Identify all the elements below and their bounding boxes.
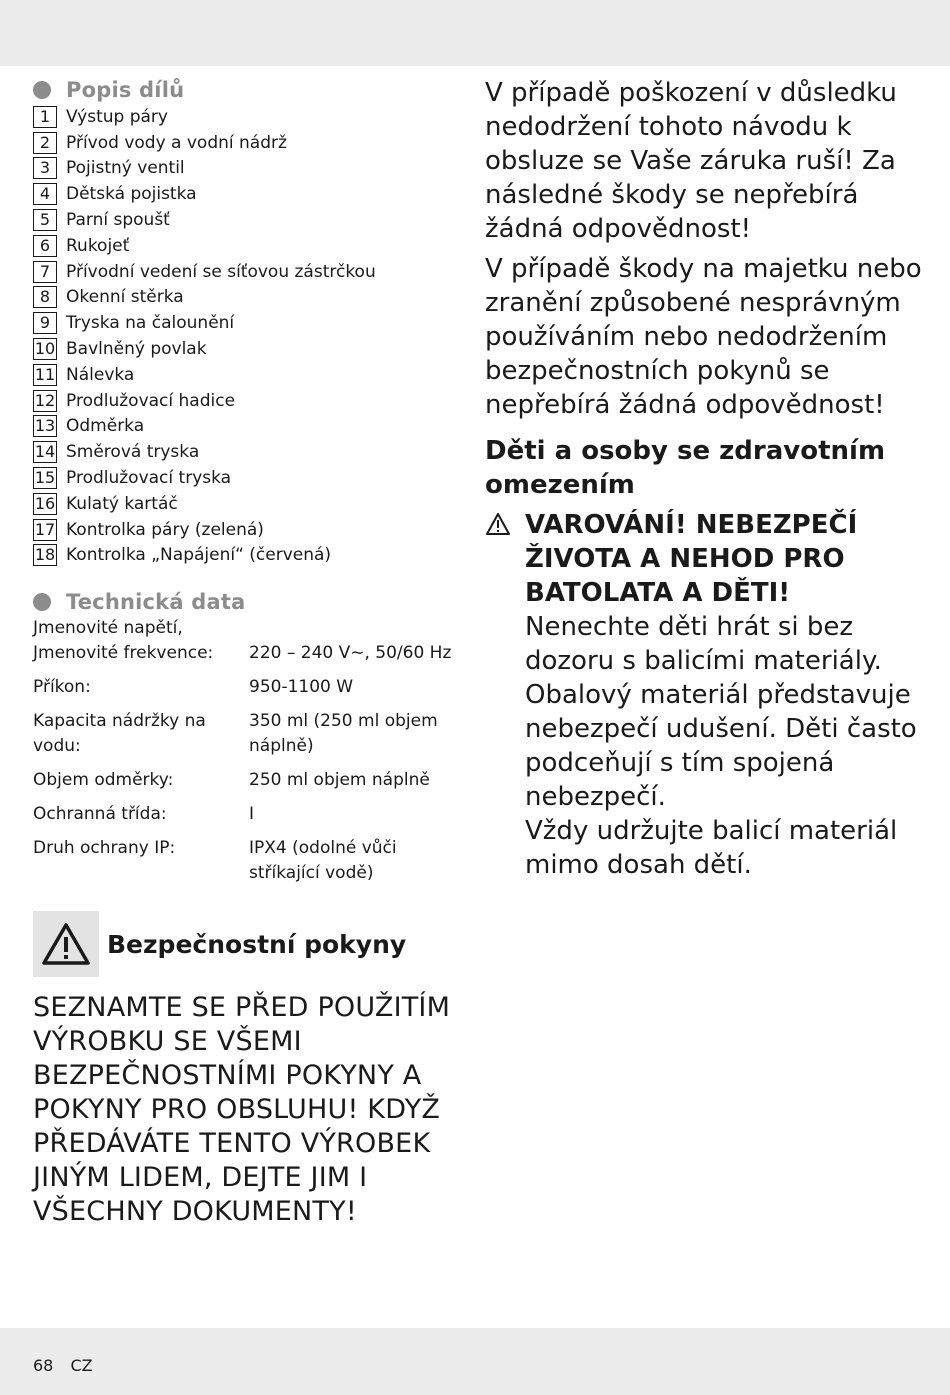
- list-item: [33, 207, 463, 233]
- table-row: [33, 802, 463, 827]
- part-number-box: 14: [34, 442, 56, 462]
- part-label: Tryska na čalounění: [66, 313, 235, 334]
- spec-value: IPX4 (odolné vůči stříkající vodě): [249, 838, 397, 884]
- tech-table: [33, 616, 463, 886]
- list-item: [33, 233, 463, 259]
- warning-block: [485, 508, 925, 882]
- part-number-box: 9: [33, 312, 57, 334]
- part-label: Parní spoušť: [66, 210, 170, 231]
- part-number-box: 18: [34, 545, 56, 565]
- part-label: Kontrolka páry (zelená): [66, 519, 264, 540]
- header-band: [0, 0, 950, 66]
- warning-line: Nenechte děti hrát si bez dozoru s balicími materiály.: [525, 612, 882, 676]
- table-row: [33, 768, 463, 793]
- table-row: [33, 641, 463, 666]
- list-item: [33, 181, 463, 207]
- list-item: [33, 491, 463, 517]
- part-number-box: 6: [33, 235, 57, 257]
- tech-title: Technická data: [66, 590, 246, 615]
- spec-key: Příkon:: [33, 677, 91, 698]
- warning-line: Vždy udržujte balicí materiál mimo dosah dětí.: [525, 816, 898, 880]
- table-row: [33, 616, 463, 641]
- list-item: [33, 362, 463, 388]
- part-label: Bavlněný povlak: [66, 339, 207, 360]
- part-label: Výstup páry: [66, 106, 168, 127]
- part-label: Dětská pojistka: [66, 184, 197, 205]
- spec-value: 950-1100 W: [249, 677, 354, 698]
- part-number-box: 8: [33, 286, 57, 308]
- parts-heading: [33, 76, 463, 104]
- part-label: Prodlužovací tryska: [66, 468, 232, 489]
- spec-key: Druh ochrany IP:: [33, 838, 176, 859]
- part-label: Nálevka: [66, 364, 135, 385]
- list-item: [33, 130, 463, 156]
- tech-heading: [33, 588, 463, 616]
- spec-key: Jmenovité frekvence:: [33, 643, 214, 664]
- spec-key: Jmenovité napětí,: [33, 618, 183, 639]
- list-item: [33, 259, 463, 285]
- liability-paragraph: V případě škody na majetku nebo zranění způsobené nesprávným používáním nebo nedodržením bezpečnostních pokynů se nepřebírá žádná odpovědnost!: [485, 254, 922, 420]
- part-label: Přívodní vedení se síťovou zástrčkou: [66, 261, 376, 282]
- warning-line: Obalový materiál představuje nebezpečí udušení. Děti často podceňují s tím spojená nebezpečí.: [525, 680, 917, 812]
- spec-key: Ochranná třída:: [33, 804, 167, 825]
- footer: [33, 1356, 105, 1375]
- left-column: [33, 76, 463, 895]
- part-number-box: 2: [33, 132, 57, 154]
- part-number-box: 1: [33, 106, 57, 128]
- safety-caps-text: SEZNAMTE SE PŘED POUŽITÍM VÝROBKU SE VŠEMI BEZPEČNOSTNÍMI POKYNY A POKYNY PRO OBSLUHU! KDYŽ PŘEDÁVÁTE TENTO VÝROBEK JINÝM LIDEM, DEJTE JIM I VŠECHNY DOKUMENTY!: [33, 992, 451, 1227]
- warning-title: VAROVÁNÍ! NEBEZPEČÍ ŽIVOTA A NEHOD PRO BATOLATA A DĚTI!: [525, 510, 858, 608]
- warning-triangle-icon: [33, 911, 99, 977]
- list-item: [33, 543, 463, 569]
- part-number-box: 4: [33, 183, 57, 205]
- page-number: 68: [33, 1356, 54, 1375]
- bullet-dot-icon: [33, 81, 51, 99]
- warranty-paragraph: V případě poškození v důsledku nedodržení tohoto návodu k obsluze se Vaše záruka ruší! Za následné škody se nepřebírá žádná odpovědnost!: [485, 78, 897, 244]
- part-number-box: 12: [34, 390, 56, 410]
- parts-title: Popis dílů: [66, 78, 185, 102]
- safety-heading: [33, 911, 453, 977]
- part-label: Přívod vody a vodní nádrž: [66, 132, 287, 153]
- list-item: [33, 439, 463, 465]
- spec-value: I: [249, 804, 255, 825]
- table-row: [33, 709, 463, 759]
- list-item: [33, 517, 463, 543]
- list-item: [33, 285, 463, 311]
- list-item: [33, 156, 463, 182]
- safety-title: Bezpečnostní pokyny: [107, 929, 407, 959]
- right-column: [485, 76, 925, 882]
- list-item: [33, 310, 463, 336]
- part-number-box: 5: [33, 209, 57, 231]
- footer-band: [0, 1328, 950, 1395]
- part-number-box: 10: [34, 339, 56, 359]
- part-label: Rukojeť: [66, 235, 130, 256]
- spec-value: 250 ml objem náplně: [249, 770, 430, 791]
- spec-value: 350 ml (250 ml objem náplně): [249, 711, 438, 757]
- part-number-box: 11: [34, 364, 56, 384]
- part-number-box: 16: [34, 493, 56, 513]
- part-label: Prodlužovací hadice: [66, 390, 236, 411]
- part-number-box: 15: [34, 468, 56, 488]
- warning-triangle-icon: [485, 508, 513, 882]
- part-label: Kulatý kartáč: [66, 493, 178, 514]
- part-number-box: 17: [34, 519, 56, 539]
- children-subheading: Děti a osoby se zdravotním omezením: [485, 436, 886, 500]
- part-label: Pojistný ventil: [66, 158, 185, 179]
- table-row: [33, 675, 463, 700]
- bullet-dot-icon: [33, 593, 51, 611]
- list-item: [33, 336, 463, 362]
- table-row: [33, 836, 463, 886]
- language-code: CZ: [70, 1356, 93, 1375]
- part-label: Kontrolka „Napájení“ (červená): [66, 545, 332, 566]
- tech-section: [33, 588, 463, 886]
- list-item: [33, 465, 463, 491]
- spec-value: 220 – 240 V∼, 50/60 Hz: [249, 643, 452, 664]
- list-item: [33, 104, 463, 130]
- part-label: Okenní stěrka: [66, 287, 184, 308]
- part-number-box: 3: [33, 157, 57, 179]
- list-item: [33, 414, 463, 440]
- part-number-box: 7: [33, 261, 57, 283]
- part-label: Odměrka: [66, 416, 145, 437]
- part-label: Směrová tryska: [66, 442, 200, 463]
- spec-key: Objem odměrky:: [33, 770, 174, 791]
- part-number-box: 13: [34, 416, 56, 436]
- spec-value: [249, 616, 463, 641]
- list-item: [33, 388, 463, 414]
- parts-list: [33, 104, 463, 568]
- spec-key: Kapacita nádržky na vodu:: [33, 711, 206, 757]
